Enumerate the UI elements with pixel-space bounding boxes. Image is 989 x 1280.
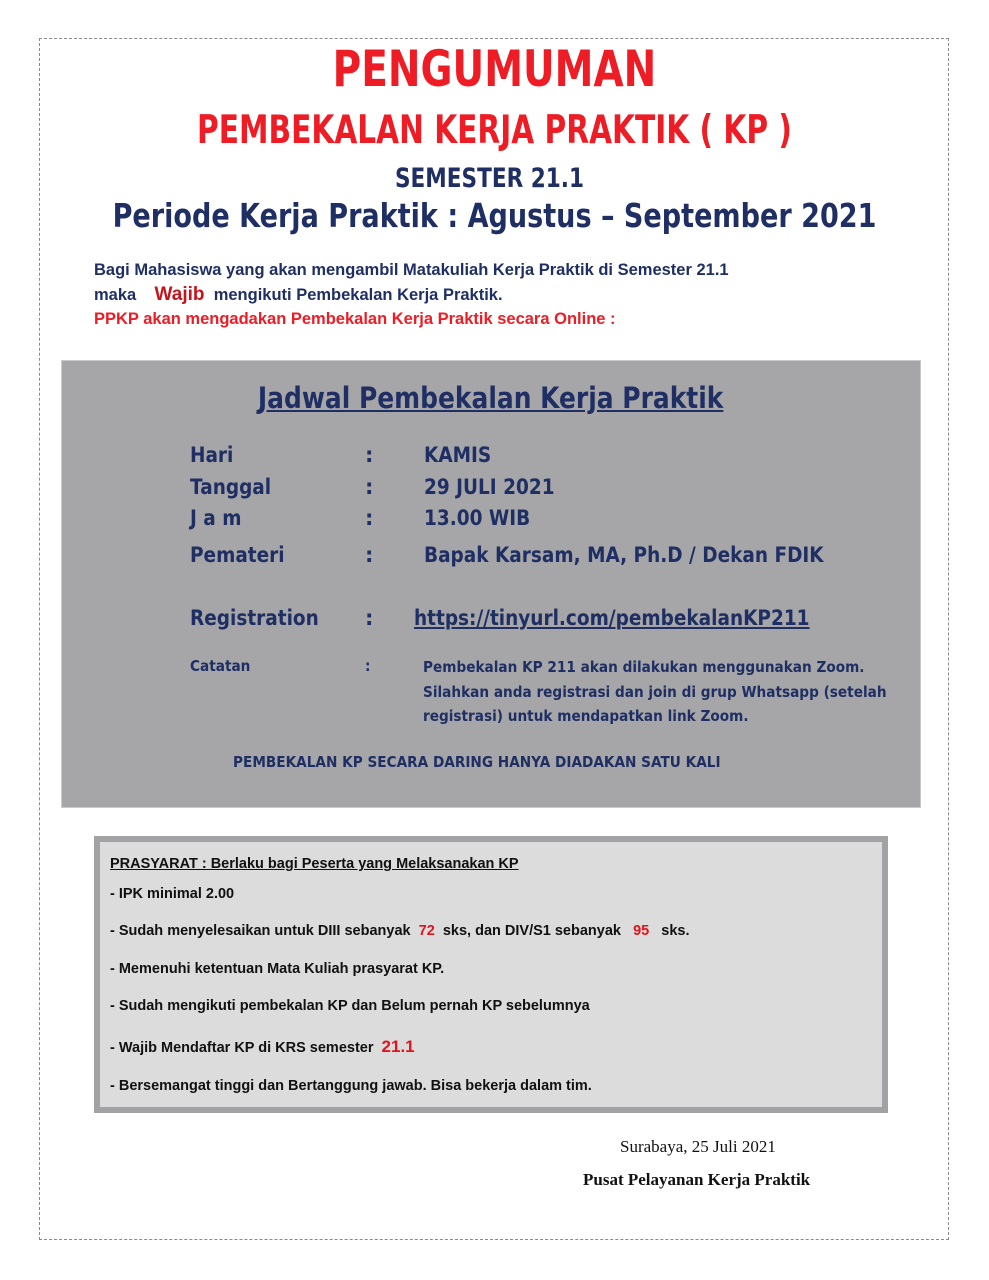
- sks-text-3: sks.: [661, 923, 690, 939]
- row-label: J a m: [190, 506, 242, 530]
- semester-label: SEMESTER 21.1: [394, 163, 585, 194]
- registration-link[interactable]: https://tinyurl.com/pembekalanKP211: [414, 606, 810, 630]
- prasyarat-item-sks: [110, 923, 690, 939]
- sks-text-1: - Sudah menyelesaikan untuk DIII sebanyak: [110, 923, 411, 939]
- prasyarat-item-matkul: - Memenuhi ketentuan Mata Kuliah prasyarat KP.: [110, 961, 445, 977]
- row-value: 13.00 WIB: [424, 506, 531, 530]
- prasyarat-item-krs: [110, 1037, 415, 1057]
- note-colon: :: [365, 657, 371, 675]
- signature-place-date: Surabaya, 25 Juli 2021: [620, 1137, 776, 1156]
- schedule-panel: [62, 361, 920, 807]
- prasyarat-box: [94, 836, 888, 1113]
- announcement-title: PENGUMUMAN: [332, 40, 657, 98]
- sks-diii: 72: [418, 923, 435, 939]
- row-value: KAMIS: [424, 443, 492, 467]
- prasyarat-title: PRASYARAT : Berlaku bagi Peserta yang Melaksanakan KP: [110, 856, 519, 872]
- sks-div: 95: [633, 923, 650, 939]
- intro-maka: maka: [94, 286, 137, 304]
- schedule-footer-note: PEMBEKALAN KP SECARA DARING HANYA DIADAKAN SATU KALI: [233, 753, 721, 771]
- schedule-title: [62, 381, 920, 415]
- row-label: Registration: [190, 606, 319, 630]
- row-value: Bapak Karsam, MA, Ph.D / Dekan FDIK: [424, 543, 824, 567]
- announcement-subtitle: PEMBEKALAN KERJA PRAKTIK ( KP ): [197, 108, 792, 153]
- row-label: Pemateri: [190, 543, 285, 567]
- row-label: Tanggal: [190, 475, 272, 499]
- row-colon: :: [365, 475, 374, 499]
- intro-line-3: PPKP akan mengadakan Pembekalan Kerja Praktik secara Online :: [94, 310, 616, 328]
- prasyarat-item-ipk: - IPK minimal 2.00: [110, 886, 235, 902]
- row-colon: :: [365, 606, 374, 630]
- signature-organization: Pusat Pelayanan Kerja Praktik: [583, 1170, 811, 1189]
- note-label: Catatan: [190, 657, 251, 675]
- note-line: Pembekalan KP 211 akan dilakukan menggunakan Zoom.: [423, 658, 865, 676]
- note-line: Silahkan anda registrasi dan join di grup Whatsapp (setelah: [423, 682, 887, 701]
- sks-text-2: sks, dan DIV/S1 sebanyak: [442, 923, 621, 939]
- krs-semester: 21.1: [381, 1037, 415, 1056]
- prasyarat-item-semangat: - Bersemangat tinggi dan Bertanggung jawab. Bisa bekerja dalam tim.: [110, 1078, 592, 1094]
- intro-line-2-rest: mengikuti Pembekalan Kerja Praktik.: [213, 286, 503, 304]
- note-text: [423, 655, 887, 729]
- row-colon: :: [365, 506, 374, 530]
- row-label: Hari: [190, 443, 234, 467]
- note-line: registrasi) untuk mendapatkan link Zoom.: [423, 707, 749, 725]
- schedule-title-text: Jadwal Pembekalan Kerja Praktik: [258, 381, 724, 415]
- intro-line-2: [94, 284, 503, 306]
- intro-line-1: Bagi Mahasiswa yang akan mengambil Matakuliah Kerja Praktik di Semester 21.1: [94, 261, 729, 279]
- row-colon: :: [365, 443, 374, 467]
- krs-text: - Wajib Mendaftar KP di KRS semester: [110, 1040, 374, 1056]
- period-label: Periode Kerja Praktik : Agustus – September 2021: [112, 196, 877, 235]
- prasyarat-item-pembekalan: - Sudah mengikuti pembekalan KP dan Belum pernah KP sebelumnya: [110, 998, 590, 1014]
- prasyarat-inner: [100, 842, 882, 1107]
- row-colon: :: [365, 543, 374, 567]
- intro-wajib: Wajib: [154, 284, 205, 305]
- row-value: 29 JULI 2021: [424, 475, 555, 499]
